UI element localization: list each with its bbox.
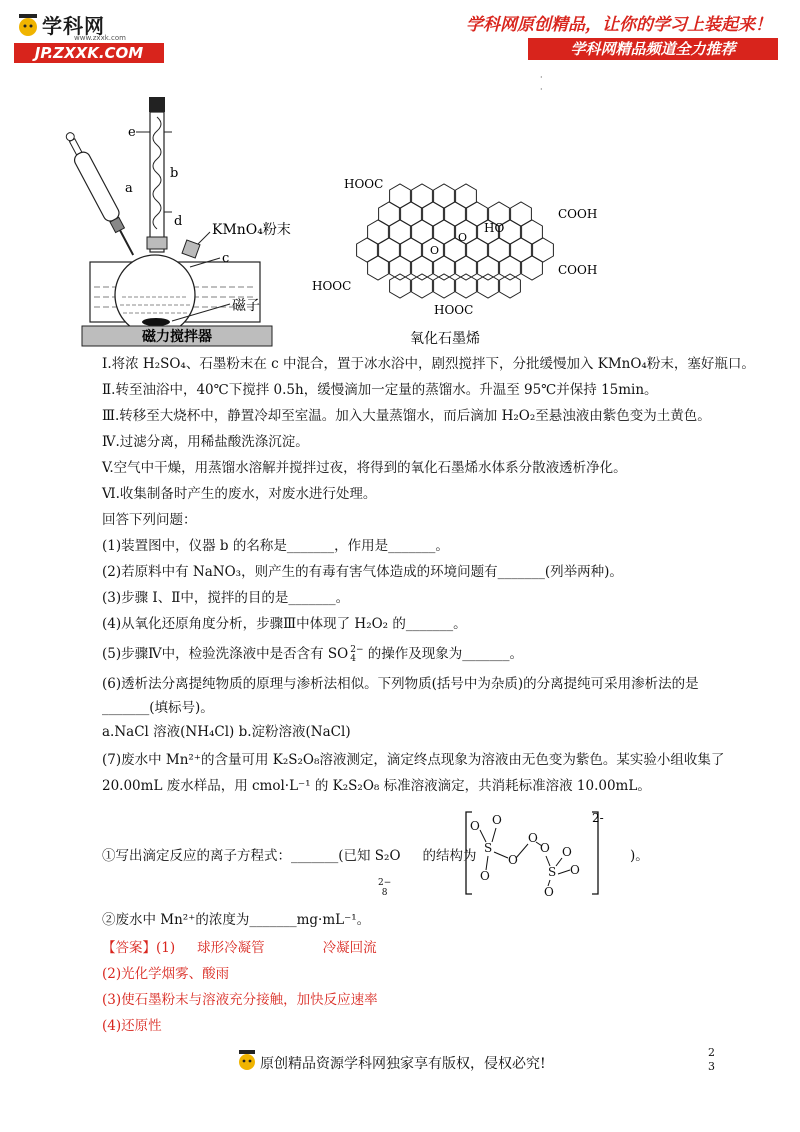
cooh-label-2: COOH bbox=[558, 207, 598, 221]
svg-text:O: O bbox=[528, 831, 538, 845]
header-slogan: 学科网原创精品，让你的学习上装起来！ bbox=[466, 15, 772, 35]
question-6: (6)透析法分离提纯物质的原理与渗析法相似。下列物质(括号中为杂质)的分离提纯可采用渗析法的是 bbox=[102, 676, 699, 692]
answer-3: (3)使石墨粉末与溶液充分接触，加快反应速率 bbox=[102, 992, 378, 1008]
step-5: V.空气中干燥，用蒸馏水溶解并搅拌过夜，将得到的氧化石墨烯水体系分散液透析净化。 bbox=[102, 460, 627, 476]
label-a: a bbox=[125, 181, 133, 196]
condenser bbox=[150, 112, 164, 252]
o-label-1: O bbox=[430, 244, 440, 257]
question-7-cont: 20.00mL 废水样品，用 cmol·L⁻¹ 的 K₂S₂O₈ 标准溶液滴定，共消耗标准溶液 10.00mL。 bbox=[102, 778, 651, 794]
answer-4: (4)还原性 bbox=[102, 1018, 162, 1034]
decor-dots: · · bbox=[540, 73, 543, 94]
page-num-a: 2 bbox=[708, 1046, 715, 1059]
question-7-2: ②废水中 Mn²⁺的浓度为_______mg·mL⁻¹。 bbox=[102, 912, 371, 928]
question-5: (5)步骤Ⅳ中，检验洗涤液中是否含有 SO 2− 4 的操作及现象为_______。 bbox=[102, 644, 524, 664]
footer-mascot-icon bbox=[236, 1046, 258, 1074]
kmno4-label: KMnO₄粉末 bbox=[212, 222, 291, 238]
question-4: (4)从氧化还原角度分析，步骤Ⅲ中体现了 H₂O₂ 的_______。 bbox=[102, 616, 467, 632]
label-c: c bbox=[222, 251, 230, 266]
question-7-1: ①写出滴定反应的离子方程式：_______(已知 S₂O 的结构为 bbox=[102, 848, 477, 864]
stirrer-label: 磁力搅拌器 bbox=[142, 329, 212, 345]
footer-copyright: 原创精品资源学科网独家享有版权，侵权必究! bbox=[260, 1056, 546, 1072]
peroxodisulfate-structure bbox=[462, 808, 622, 900]
svg-text:O: O bbox=[540, 841, 550, 855]
svg-text:O: O bbox=[508, 853, 518, 867]
stir-bar bbox=[142, 318, 170, 326]
cooh-label-1: HOOC bbox=[344, 177, 384, 191]
question-1: (1)装置图中，仪器 b 的名称是_______，作用是_______。 bbox=[102, 538, 449, 554]
question-7: (7)废水中 Mn²⁺的含量可用 K₂S₂O₈溶液测定，滴定终点现象为溶液由无色变为紫色。某实验小组收集了 bbox=[102, 752, 725, 768]
answer-2: (2)光化学烟雾、酸雨 bbox=[102, 966, 230, 982]
hexagon-lattice bbox=[357, 184, 554, 298]
logo-sub: www.zxxk.com bbox=[74, 34, 126, 42]
charge-label: 2- bbox=[592, 811, 604, 825]
svg-text:O: O bbox=[570, 863, 580, 877]
hexagon-ring bbox=[390, 274, 411, 298]
label-b: b bbox=[170, 166, 179, 181]
step-1: I.将浓 H₂SO₄、石墨粉末在 c 中混合，置于冰水浴中，剧烈搅拌下，分批缓慢加入 KMnO₄粉末，塞好瓶口。 bbox=[102, 356, 755, 372]
mascot-icon bbox=[16, 10, 40, 40]
svg-text:O: O bbox=[480, 869, 490, 883]
question-3: (3)步骤 I、Ⅱ中，搅拌的目的是_______。 bbox=[102, 590, 350, 606]
figure-caption: 氧化石墨烯 bbox=[410, 331, 480, 347]
cooh-label-4: HOOC bbox=[312, 279, 352, 293]
logo-name: 学科网 bbox=[42, 14, 105, 38]
header-banner[interactable]: 学科网精品频道全力推荐 bbox=[528, 38, 778, 60]
step-3: Ⅲ.转移至大烧杯中，静置冷却至室温。加入大量蒸馏水，而后滴加 H₂O₂至悬浊液由紫色变为土黄色。 bbox=[102, 408, 711, 424]
page-num-b: 3 bbox=[708, 1060, 715, 1073]
label-e: e bbox=[128, 125, 136, 140]
svg-text:S: S bbox=[548, 865, 557, 879]
answer-1: 【答案】(1) 球形冷凝管 冷凝回流 bbox=[102, 940, 377, 956]
site-logo[interactable] bbox=[14, 10, 164, 62]
step-4: Ⅳ.过滤分离，用稀盐酸洗涤沉淀。 bbox=[102, 434, 309, 450]
o-label-2: O bbox=[458, 231, 468, 244]
hexagon-ring bbox=[412, 274, 433, 298]
question-6-blank: _______(填标号)。 bbox=[102, 700, 214, 716]
step-6: Ⅵ.收集制备时产生的废水，对废水进行处理。 bbox=[102, 486, 377, 502]
ho-label: HO bbox=[484, 221, 505, 235]
step-2: Ⅱ.转至油浴中，40℃下搅拌 0.5h，缓慢滴加一定量的蒸馏水。升温至 95℃并保持 15min。 bbox=[102, 382, 658, 398]
logo-url: JP.ZXXK.COM bbox=[14, 43, 164, 63]
cooh-label-5: HOOC bbox=[434, 303, 474, 317]
apparatus-figure bbox=[60, 92, 320, 350]
cooh-label-3: COOH bbox=[558, 263, 598, 277]
intro: 回答下列问题： bbox=[102, 512, 197, 528]
stirrer-bar-label: 磁子 bbox=[232, 298, 260, 314]
svg-text:O: O bbox=[492, 813, 502, 827]
question-6-options: a.NaCl 溶液(NH₄Cl) b.淀粉溶液(NaCl) bbox=[102, 724, 351, 740]
svg-text:O: O bbox=[544, 885, 554, 899]
question-7-1-end: )。 bbox=[630, 848, 649, 864]
svg-text:S: S bbox=[484, 841, 493, 855]
svg-text:O: O bbox=[562, 845, 572, 859]
condenser-top bbox=[149, 97, 165, 112]
hexagon-ring bbox=[434, 274, 455, 298]
s2o8-charge: 2− 8 bbox=[378, 878, 392, 898]
hexagon-ring bbox=[478, 274, 499, 298]
question-2: (2)若原料中有 NaNO₃，则产生的有毒有害气体造成的环境问题有_______(列举两种)。 bbox=[102, 564, 623, 580]
label-d: d bbox=[174, 214, 183, 229]
hexagon-ring bbox=[456, 274, 477, 298]
svg-text:O: O bbox=[470, 819, 480, 833]
graphene-oxide-figure bbox=[310, 168, 610, 350]
hexagon-ring bbox=[500, 274, 521, 298]
